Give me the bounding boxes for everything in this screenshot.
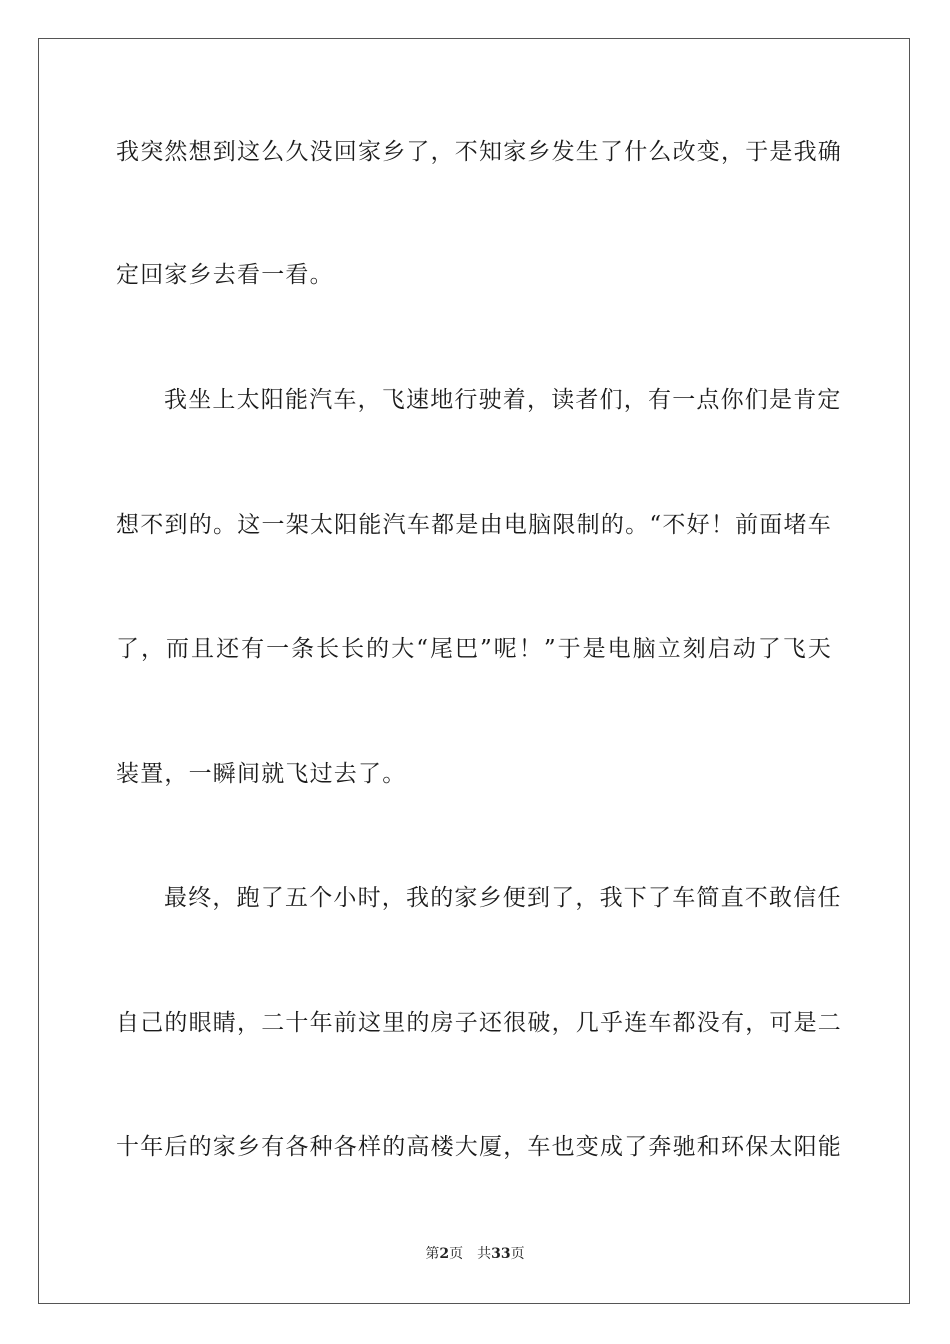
page-label-prefix: 第 (425, 1246, 440, 1262)
paragraph-line: 了，而且还有一条长长的大“尾巴”呢！”于是电脑立刻启动了飞天 (116, 636, 832, 662)
page-label-suffix: 页 (449, 1246, 464, 1262)
page-number: 2 (439, 1246, 450, 1262)
total-pages: 33 (491, 1246, 511, 1262)
paragraph-line: 最终，跑了五个小时，我的家乡便到了，我下了车简直不敢信任 (164, 885, 842, 911)
page-border (38, 38, 910, 1304)
total-label-suffix: 页 (510, 1246, 525, 1262)
paragraph-line: 我坐上太阳能汽车，飞速地行驶着，读者们，有一点你们是肯定 (164, 387, 842, 413)
paragraph-line: 定回家乡去看一看。 (116, 262, 334, 288)
paragraph-line: 我突然想到这么久没回家乡了，不知家乡发生了什么改变，于是我确 (116, 139, 842, 165)
page-footer (0, 1244, 950, 1264)
paragraph-line: 十年后的家乡有各种各样的高楼大厦，车也变成了奔驰和环保太阳能 (116, 1134, 842, 1160)
paragraph-line: 想不到的。这一架太阳能汽车都是由电脑限制的。“不好！前面堵车 (116, 512, 832, 538)
paragraph-line: 自己的眼睛，二十年前这里的房子还很破，几乎连车都没有，可是二 (116, 1010, 842, 1036)
total-label-prefix: 共 (477, 1246, 492, 1262)
paragraph-line: 装置，一瞬间就飞过去了。 (116, 761, 407, 787)
